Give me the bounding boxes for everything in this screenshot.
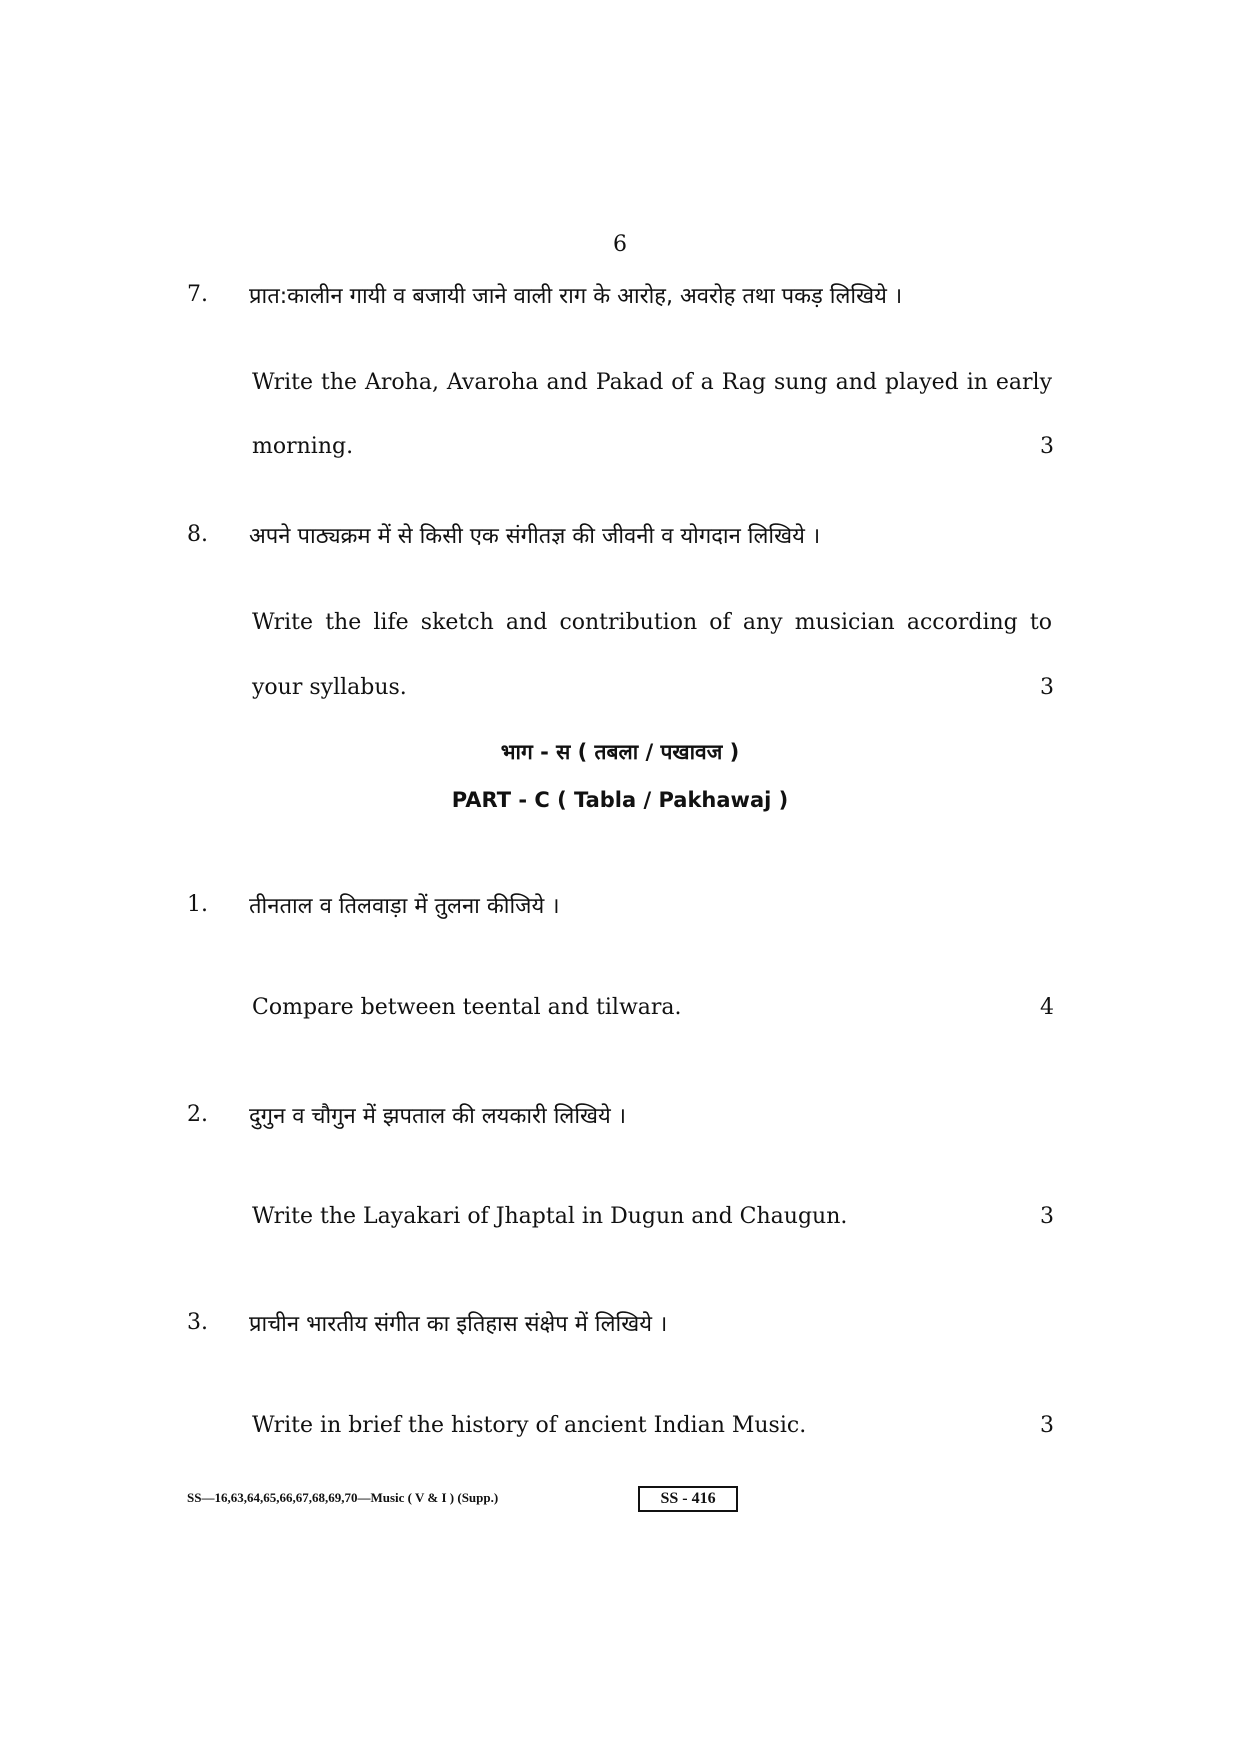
part-c-question-2-number: 2. <box>187 1102 208 1127</box>
part-c-question-1-hindi: तीनताल व तिलवाड़ा में तुलना कीजिये । <box>249 894 560 919</box>
question-8-english-line2: your syllabus. <box>252 675 407 700</box>
question-7-hindi: प्रात:कालीन गायी व बजायी जाने वाली राग के आरोह, अवरोह तथा पकड़ लिखिये । <box>249 284 903 309</box>
question-8-marks: 3 <box>1040 675 1054 700</box>
page-number: 6 <box>613 232 627 257</box>
question-7-marks: 3 <box>1040 434 1054 459</box>
footer-paper-id: SS - 416 <box>638 1486 738 1512</box>
part-c-question-1-english: Compare between teental and tilwara. <box>252 995 682 1020</box>
part-c-question-3-english: Write in brief the history of ancient Indian Music. <box>252 1413 807 1438</box>
question-8-number: 8. <box>187 522 208 547</box>
part-c-question-3-number: 3. <box>187 1310 208 1335</box>
part-c-question-1-number: 1. <box>187 892 208 917</box>
question-8-hindi: अपने पाठ्यक्रम में से किसी एक संगीतज्ञ की जीवनी व योगदान लिखिये । <box>249 524 821 549</box>
part-c-question-1-marks: 4 <box>1040 995 1054 1020</box>
part-c-question-2-hindi: दुगुन व चौगुन में झपताल की लयकारी लिखिये । <box>249 1104 627 1129</box>
part-c-heading-hindi: भाग - स ( तबला / पखावज ) <box>500 740 740 764</box>
part-c-heading-english: PART - C ( Tabla / Pakhawaj ) <box>451 788 789 812</box>
question-7-english-line2: morning. <box>252 434 354 459</box>
part-c-question-2-english: Write the Layakari of Jhaptal in Dugun and Chaugun. <box>252 1204 848 1229</box>
part-c-question-3-hindi: प्राचीन भारतीय संगीत का इतिहास संक्षेप में लिखिये । <box>249 1312 668 1337</box>
part-c-question-3-marks: 3 <box>1040 1413 1054 1438</box>
part-c-question-2-marks: 3 <box>1040 1204 1054 1229</box>
question-8-english-line1: Write the life sketch and contribution of any musician according to <box>252 610 1052 635</box>
question-7-english-line1: Write the Aroha, Avaroha and Pakad of a Rag sung and played in early <box>252 370 1052 395</box>
footer-code: SS—16,63,64,65,66,67,68,69,70—Music ( V & I ) (Supp.) <box>187 1490 499 1505</box>
question-7-number: 7. <box>187 282 208 307</box>
